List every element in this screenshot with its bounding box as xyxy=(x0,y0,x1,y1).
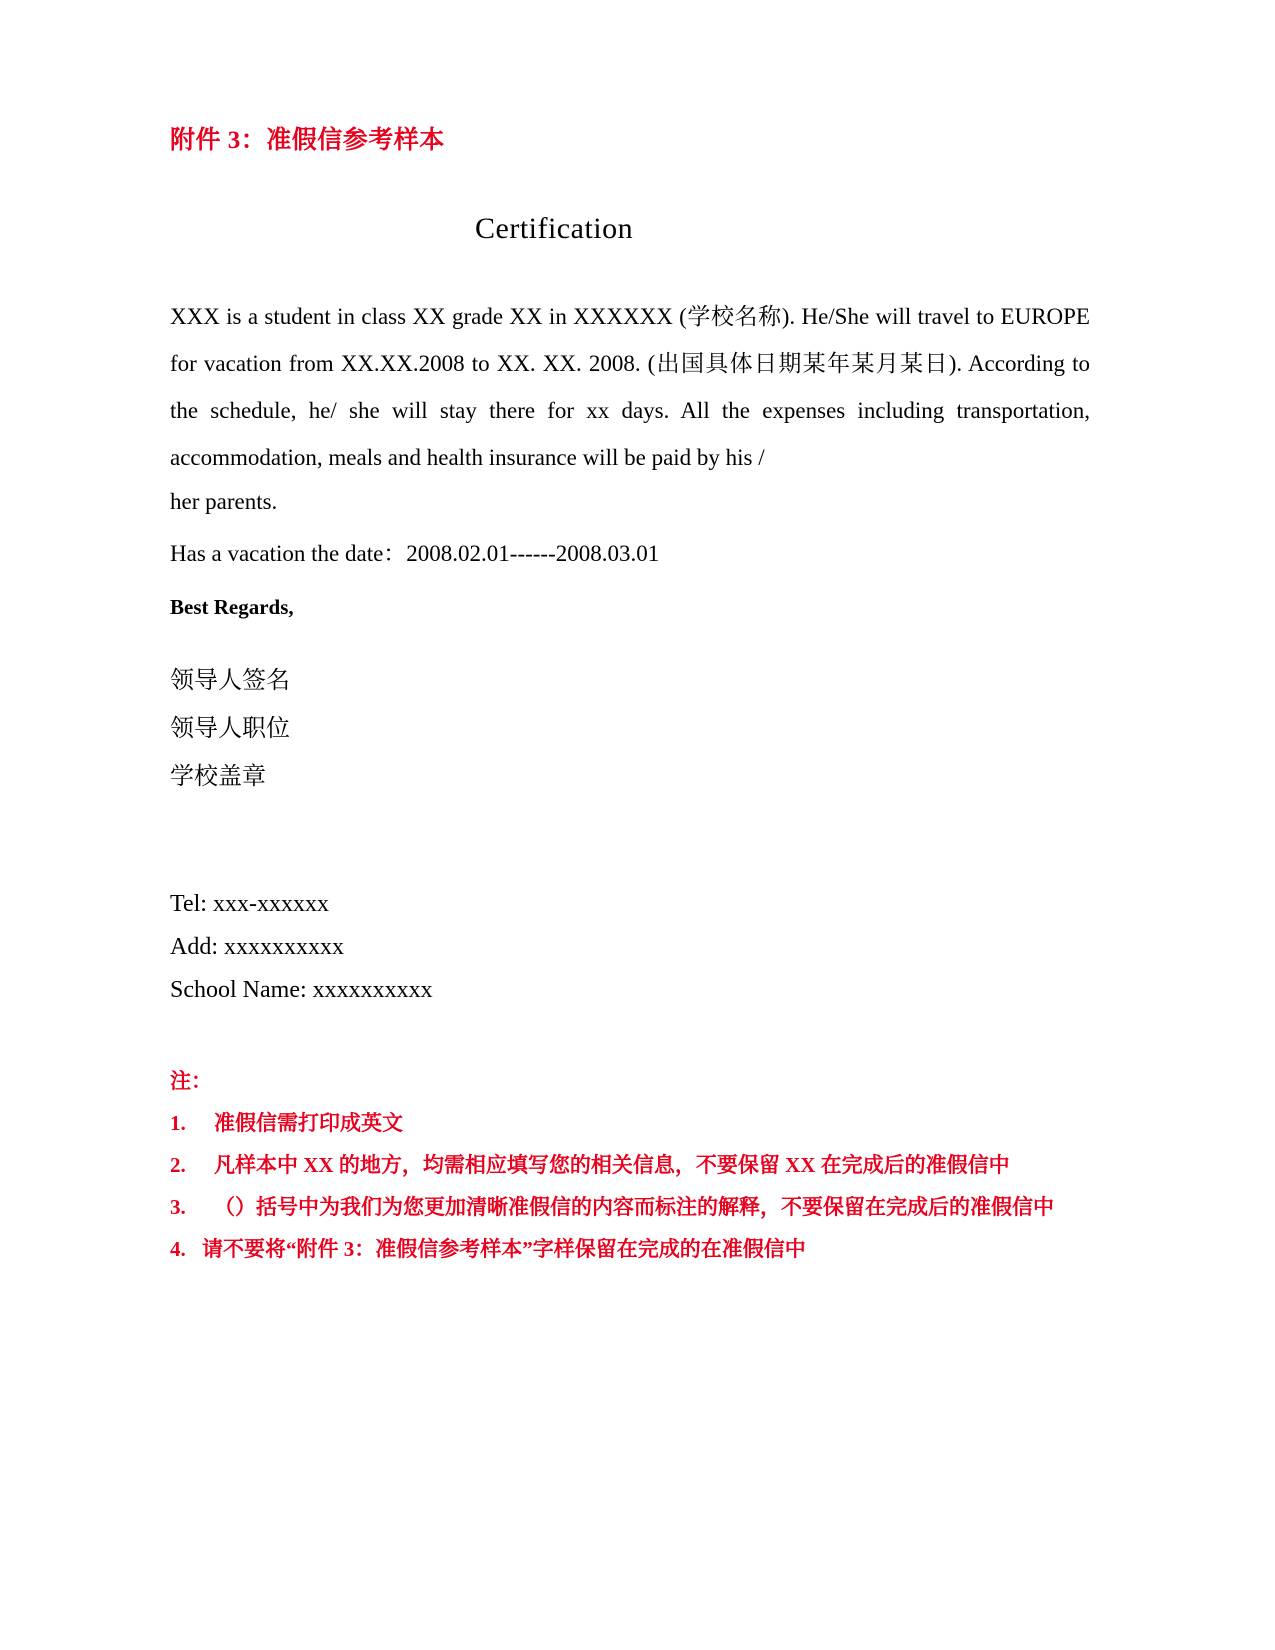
contact-tel: Tel: xxx-xxxxxx xyxy=(170,891,329,917)
document-title: Certification xyxy=(475,212,634,245)
body-paragraph xyxy=(170,293,1090,525)
note-number: 4. xyxy=(170,1237,186,1261)
leader-position-label: 领导人职位 xyxy=(170,716,290,742)
note-number: 2. xyxy=(170,1153,186,1177)
closing-regards: Best Regards, xyxy=(170,595,294,619)
note-number: 1. xyxy=(170,1111,186,1135)
note-text: 凡样本中 XX 的地方，均需相应填写您的相关信息，不要保留 XX 在完成后的准假信中 xyxy=(214,1153,1010,1177)
note-text: （）括号中为我们为您更加清晰准假信的内容而标注的解释，不要保留在完成后的准假信中 xyxy=(214,1195,1054,1219)
contact-address: Add: xxxxxxxxxx xyxy=(170,934,344,960)
notes-heading: 注： xyxy=(170,1069,212,1093)
note-item-3 xyxy=(170,1186,1054,1228)
note-text: 请不要将“附件 3：准假信参考样本”字样保留在完成的在准假信中 xyxy=(202,1237,806,1261)
note-item-2 xyxy=(170,1144,1054,1186)
note-number: 3. xyxy=(170,1195,186,1219)
annex-title: 附件 3：准假信参考样本 xyxy=(170,127,445,154)
note-item-4 xyxy=(170,1228,1054,1270)
body-paragraph-end: her parents. xyxy=(170,489,278,514)
notes-section xyxy=(170,1060,1054,1270)
leader-signature-label: 领导人签名 xyxy=(170,668,290,694)
note-item-1 xyxy=(170,1102,1054,1144)
vacation-date-line: Has a vacation the date：2008.02.01------2008.03.01 xyxy=(170,541,660,566)
contact-block xyxy=(170,883,433,1012)
note-text: 准假信需打印成英文 xyxy=(214,1111,403,1135)
body-paragraph-text: XXX is a student in class XX grade XX in XXXXXX (学校名称). He/She will travel to EUROPE for vacation from XX.XX.2008 to XX. XX. 2008. (出国具体日期某年某月某日). According to the schedule, he/ she will stay there for xx days. All the expenses including transportation, accommodation, meals and health insurance will be paid by his / xyxy=(170,304,1090,470)
school-seal-label: 学校盖章 xyxy=(170,764,266,790)
contact-school-name: School Name: xxxxxxxxxx xyxy=(170,977,433,1003)
signature-block xyxy=(170,657,290,801)
